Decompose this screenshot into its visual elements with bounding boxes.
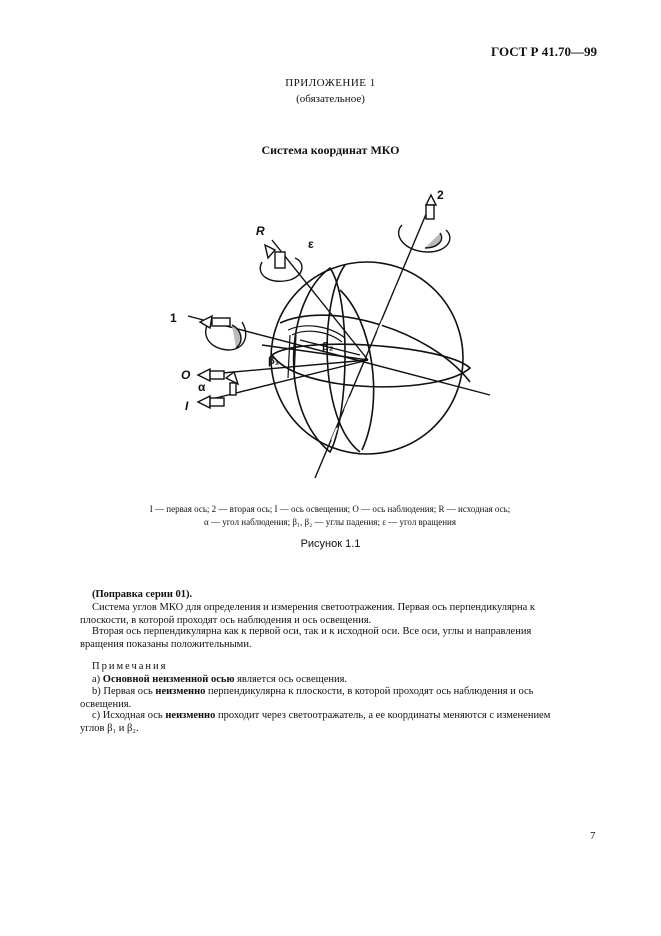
label-axis-2: 2 xyxy=(437,188,444,202)
label-beta1: β₁ xyxy=(268,355,280,367)
label-I: I xyxy=(185,399,189,413)
cie-coordinate-diagram xyxy=(160,180,500,480)
note-b-line-2: освещения. xyxy=(80,699,132,710)
notes-heading: Примечания xyxy=(92,661,168,672)
label-R: R xyxy=(256,224,265,238)
label-alpha: α xyxy=(198,380,206,394)
rotation-arrow-axis-2 xyxy=(399,195,450,252)
note-c-bold: неизменно xyxy=(165,710,216,721)
note-c-line-1: с) Исходная ось неизменно проходит через светоотражатель, а ее координаты меняются с изменением xyxy=(92,710,551,721)
note-b-bold: неизменно xyxy=(155,686,206,697)
label-epsilon: ε xyxy=(308,237,314,251)
note-b-line-1: b) Первая ось неизменно перпендикулярна к плоскости, в которой проходят ось наблюдения и ось xyxy=(92,686,534,697)
page-number: 7 xyxy=(590,830,596,842)
figure-legend-line-1: I — первая ось; 2 — вторая ось; I — ось освещения; O — ось наблюдения; R — исходная ось; xyxy=(149,504,511,514)
arrow-I xyxy=(198,396,224,408)
annex-subtitle: (обязательное) xyxy=(296,93,365,105)
paragraph-1-line-2: плоскости, в которой проходят ось наблюдения и ось освещения. xyxy=(80,615,372,626)
paragraph-2-line-2: вращения показаны положительными. xyxy=(80,639,252,650)
label-axis-1: 1 xyxy=(170,311,177,325)
paragraph-1-line-1: Система углов МКО для определения и измерения светоотражения. Первая ось перпендикулярна к xyxy=(92,602,536,613)
note-a: а) Основной неизменной осью является ось освещения. xyxy=(92,674,348,685)
great-circle-arc xyxy=(280,315,470,382)
annex-title: ПРИЛОЖЕНИЕ 1 xyxy=(285,77,376,89)
paragraph-2-line-1: Вторая ось перпендикулярна как к первой оси, так и к исходной оси. Все оси, углы и направления xyxy=(92,626,532,637)
document-code: ГОСТ Р 41.70—99 xyxy=(491,44,597,59)
arrow-alpha xyxy=(226,372,238,395)
label-beta2: β₂ xyxy=(322,341,334,353)
section-title: Система координат МКО xyxy=(261,143,400,157)
correction-note: (Поправка серии 01). xyxy=(92,589,193,600)
label-O: O xyxy=(181,368,191,382)
note-a-bold: Основной неизменной осью xyxy=(102,674,235,685)
figure-legend-line-2: α — угол наблюдения; β₁, β₂ — углы падения; ε — угол вращения xyxy=(204,517,456,527)
note-c-line-2: углов β₁ и β₂. xyxy=(80,723,139,734)
figure-caption: Рисунок 1.1 xyxy=(300,538,361,550)
rotation-arrow-axis-1 xyxy=(200,316,246,350)
observation-axis-O xyxy=(200,360,368,375)
